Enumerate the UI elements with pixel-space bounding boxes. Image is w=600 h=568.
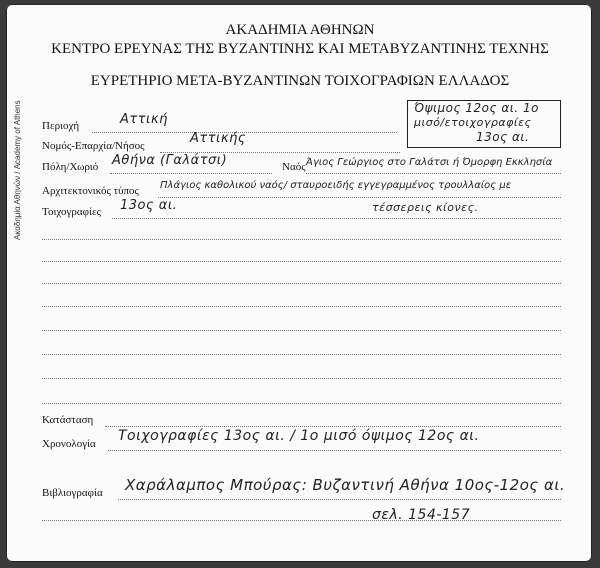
city-label: Πόλη/Χωριό — [42, 161, 99, 173]
blank-line — [42, 283, 561, 284]
blank-line — [42, 261, 561, 262]
prefecture-value: Αττικής — [190, 131, 246, 146]
chronology-value: Τοιχογραφίες 13ος αι. / 1ο μισό όψιμος 12ος αι. — [118, 428, 480, 444]
chronology-line — [108, 450, 561, 451]
bibliography-value: Χαράλαμπος Μπούρας: Βυζαντινή Αθήνα 10ος-12ος αι. — [125, 476, 566, 494]
date-box-line1: Όψιμος 12ος αι. 1ο — [414, 101, 539, 115]
church-label: Ναός — [282, 161, 306, 173]
architecture-value: Πλάγιος καθολικού ναός/ σταυροειδής εγγεγραμμένος τρουλλαίος με — [160, 180, 512, 191]
architecture-line — [158, 197, 561, 198]
header-academy: ΑΚΑΔΗΜΙΑ ΑΘΗΝΩΝ — [225, 22, 375, 38]
date-box-line2: μισό/ετοιχογραφίες — [414, 116, 532, 129]
status-label: Κατάσταση — [42, 414, 94, 426]
prefecture-label: Νομός-Επαρχία/Νήσος — [42, 140, 145, 152]
blank-line — [42, 330, 561, 331]
bibliography-label: Βιβλιογραφία — [42, 487, 103, 499]
blank-line — [42, 306, 561, 307]
header-index-title: ΕΥΡΕΤΗΡΙΟ ΜΕΤΑ-ΒΥΖΑΝΤΙΝΩΝ ΤΟΙΧΟΓΡΑΦΙΩΝ ΕΛΛΑΔΟΣ — [90, 73, 510, 89]
chronology-label: Χρονολογία — [42, 438, 96, 450]
region-label: Περιοχή — [42, 120, 80, 132]
church-line — [306, 173, 561, 174]
side-watermark-label: Ακαδημία Αθηνών / Academy of Athens — [13, 100, 22, 240]
status-line — [105, 426, 561, 427]
bibliography-line — [118, 499, 561, 500]
city-value: Αθήνα (Γαλάτσι) — [112, 153, 228, 168]
murals-label: Τοιχογραφίες — [42, 206, 101, 218]
blank-line — [42, 239, 561, 240]
murals-value: 13ος αι. — [120, 198, 178, 213]
region-value: Αττική — [120, 112, 168, 127]
blank-line — [42, 403, 561, 404]
header-research-center: ΚΕΝΤΡΟ ΕΡΕΥΝΑΣ ΤΗΣ ΒΥΖΑΝΤΙΝΗΣ ΚΑΙ ΜΕΤΑΒΥΖΑΝΤΙΝΗΣ ΤΕΧΝΗΣ — [51, 41, 549, 57]
murals-line — [112, 218, 561, 219]
blank-line — [42, 354, 561, 355]
bibliography-line-2 — [42, 520, 561, 521]
church-value: Άγιος Γεώργιος στο Γαλάτσι ή Όμορφη Εκκλησία — [306, 157, 553, 168]
date-box-line3: 13ος αι. — [476, 130, 530, 144]
blank-line — [42, 378, 561, 379]
architecture-value-continued: τέσσερεις κίονες. — [372, 201, 479, 214]
bibliography-pages: σελ. 154-157 — [372, 507, 471, 523]
city-line — [110, 173, 272, 174]
architecture-label: Αρχιτεκτονικός τύπος — [42, 185, 139, 197]
